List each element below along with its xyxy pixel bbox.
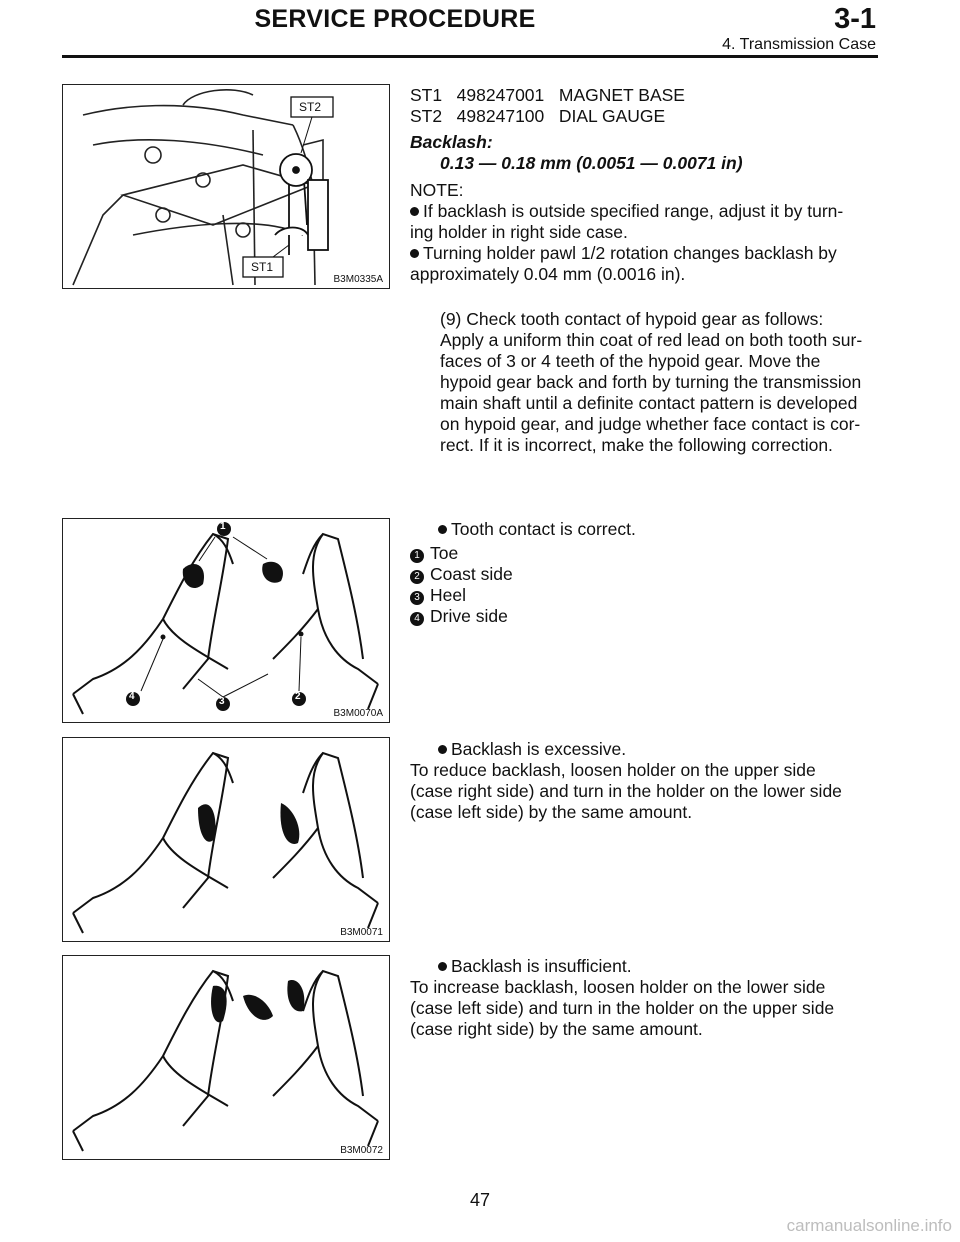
note-item-2-cont: approximately 0.04 mm (0.0016 in). [410,264,686,284]
bullet-icon [410,207,419,216]
number-badge-icon: 3 [410,591,424,605]
procedure-line: Apply a uniform thin coat of red lead on both tooth sur- [440,330,863,350]
procedure-line: on hypoid gear, and judge whether face contact is cor- [440,414,861,434]
page-number: 47 [469,1190,491,1210]
legend-item-coast: 2 Coast side [410,564,880,585]
bullet-icon [410,249,419,258]
correct-contact-heading: Tooth contact is correct. [410,519,880,540]
excessive-line: (case left side) by the same amount. [410,802,693,822]
callout-2: 2 [295,691,301,702]
bullet-icon [438,962,447,971]
correct-contact-block [410,519,880,627]
callout-4: 4 [129,691,135,702]
procedure-line: faces of 3 or 4 teeth of the hypoid gear. Move the [440,351,821,371]
insufficient-line: (case left side) and turn in the holder on the upper side [410,998,835,1018]
callout-3: 3 [219,696,225,707]
insufficient-line: To increase backlash, loosen holder on the lower side [410,977,826,997]
figure-caption: B3M0071 [340,927,383,938]
number-badge-icon: 4 [410,612,424,626]
section-subtitle: 4. Transmission Case [722,36,876,53]
gear-teeth-correct-illustration [63,519,389,722]
header-rule [62,55,878,58]
tooth-contact-procedure [440,309,880,456]
insufficient-heading: Backlash is insufficient. [410,956,880,977]
backlash-label: Backlash: [410,132,493,152]
gear-teeth-excessive-illustration [63,738,389,941]
insufficient-line: (case right side) by the same amount. [410,1019,703,1039]
bullet-icon [438,745,447,754]
legend-item-heel: 3 Heel [410,585,880,606]
tool-st1: ST1 498247001 MAGNET BASE [410,85,685,105]
bullet-icon [438,525,447,534]
excessive-backlash-block [410,739,880,823]
page-header-title: SERVICE PROCEDURE [254,5,536,33]
note-item-2: Turning holder pawl 1/2 rotation changes backlash by [410,243,880,264]
figure-caption: B3M0335A [333,274,383,285]
tool-st2: ST2 498247100 DIAL GAUGE [410,106,666,126]
figure-excessive-backlash [62,737,390,942]
insufficient-backlash-block [410,956,880,1040]
figure-insufficient-backlash [62,955,390,1160]
legend-item-drive: 4 Drive side [410,606,880,627]
gear-teeth-insufficient-illustration [63,956,389,1159]
note-item-1: If backlash is outside specified range, adjust it by turn- [410,201,880,222]
figure-caption: B3M0070A [333,708,383,719]
callout-1: 1 [220,521,226,532]
special-tools-block [410,85,880,285]
note-item-1-cont: ing holder in right side case. [410,222,628,242]
label-st1: ST1 [251,260,274,274]
watermark: carmanualsonline.info [786,1216,952,1235]
excessive-heading: Backlash is excessive. [410,739,880,760]
number-badge-icon: 1 [410,549,424,563]
legend-item-toe: 1 Toe [410,543,880,564]
excessive-line: (case right side) and turn in the holder on the lower side [410,781,842,801]
dial-gauge-illustration [63,85,389,288]
procedure-line: (9) Check tooth contact of hypoid gear as follows: [440,309,824,329]
section-number: 3-1 [834,3,876,35]
procedure-line: hypoid gear back and forth by turning the transmission [440,372,862,392]
procedure-line: rect. If it is incorrect, make the following correction. [440,435,833,455]
backlash-value: 0.13 — 0.18 mm (0.0051 — 0.0071 in) [440,153,743,173]
procedure-line: main shaft until a definite contact pattern is developed [440,393,858,413]
excessive-line: To reduce backlash, loosen holder on the upper side [410,760,816,780]
figure-caption: B3M0072 [340,1145,383,1156]
note-label: NOTE: [410,180,464,200]
label-st2: ST2 [299,100,322,114]
figure-dial-gauge-setup [62,84,390,289]
figure-correct-contact [62,518,390,723]
number-badge-icon: 2 [410,570,424,584]
